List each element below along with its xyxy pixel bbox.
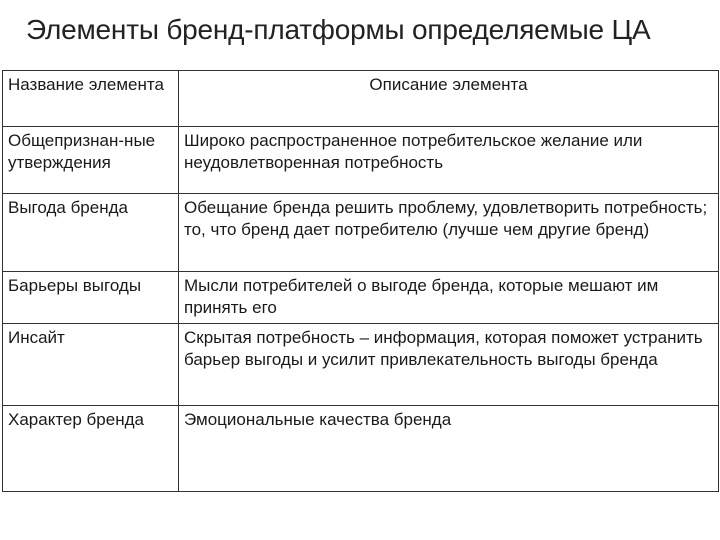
slide-title: Элементы бренд-платформы определяемые ЦА: [26, 14, 651, 45]
element-description-cell: Широко распространенное потребительское желание или неудовлетворенная потребность: [179, 127, 719, 194]
element-name-cell: Общепризнан-ные утверждения: [3, 127, 179, 194]
table-row: [3, 194, 719, 272]
element-name-cell: Барьеры выгоды: [3, 272, 179, 324]
table-row: [3, 324, 719, 406]
element-description-cell: Скрытая потребность – информация, которая поможет устранить барьер выгоды и усилит привлекательность выгоды бренда: [179, 324, 719, 406]
table-header-row: [3, 71, 719, 127]
element-description-cell: Эмоциональные качества бренда: [179, 406, 719, 492]
element-name-cell: Характер бренда: [3, 406, 179, 492]
element-name-cell: Инсайт: [3, 324, 179, 406]
element-description-cell: Мысли потребителей о выгоде бренда, которые мешают им принять его: [179, 272, 719, 324]
table-row: [3, 127, 719, 194]
element-name-cell: Выгода бренда: [3, 194, 179, 272]
table-row: [3, 406, 719, 492]
brand-platform-table: [2, 70, 719, 492]
header-element-name: Название элемента: [3, 71, 179, 127]
table-row: [3, 272, 719, 324]
header-element-description: Описание элемента: [179, 71, 719, 127]
element-description-cell: Обещание бренда решить проблему, удовлетворить потребность; то, что бренд дает потребителю (лучше чем другие бренд): [179, 194, 719, 272]
